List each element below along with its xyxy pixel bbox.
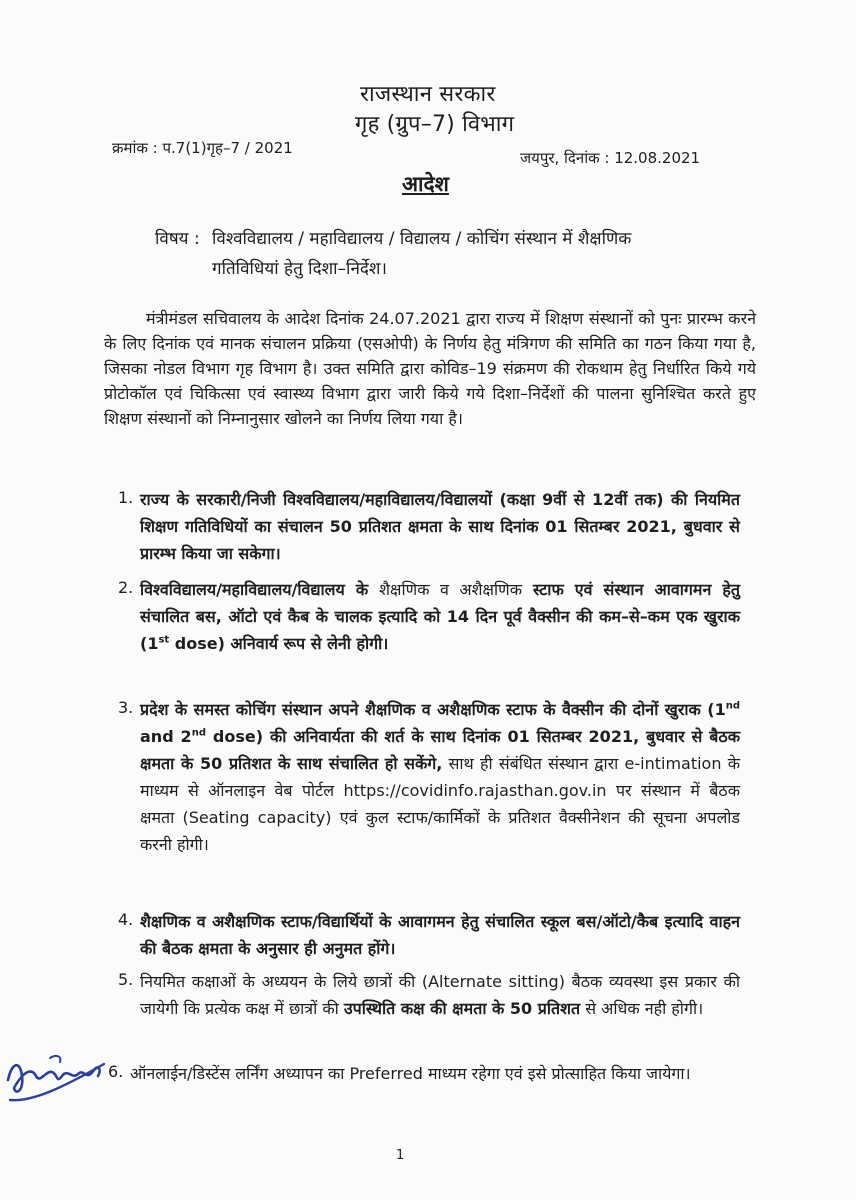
item-5-part-b: उपस्थिति कक्ष की क्षमता के 50 प्रतिशत bbox=[343, 999, 581, 1018]
item-4-text: शैक्षणिक व अशैक्षणिक स्टाफ/विद्यार्थियों के आवागमन हेतु संचालित स्कूल बस/ऑटो/कैब इत्यादि वाहन की बैठक क्षमता के अनुसार ही अनुमत होंगे। bbox=[140, 912, 740, 958]
item-2-part-c: स्टाफ एवं संस्थान आवागमन हेतु संचालित बस, ऑटो एवं कैब के चालक इत्यादि को 14 दिन पूर्व वैक्सीन की कम–से–कम एक खुराक (1 bbox=[140, 580, 740, 653]
item-5-part-c: से अधिक नही होगी। bbox=[580, 999, 704, 1018]
item-3-sup-1: nd bbox=[725, 700, 740, 712]
item-5-part-a: नियमित कक्षाओं के अध्ययन के लिये छात्रों की (Alternate sitting) बैठक व्यवस्था इस प्रकार की जायेगी कि प्रत्येक कक्ष में छात्रों की bbox=[140, 972, 740, 1018]
item-4-number: 4. bbox=[118, 910, 134, 929]
item-3-sup-2: nd bbox=[191, 727, 206, 739]
item-3-part-b: and 2 bbox=[140, 727, 192, 746]
item-3-text bbox=[140, 696, 740, 858]
subject-label: विषय : bbox=[155, 229, 200, 249]
item-5-number: 5. bbox=[118, 970, 134, 989]
intro-paragraph: मंत्रीमंडल सचिवालय के आदेश दिनांक 24.07.2021 द्वारा राज्य में शिक्षण संस्थानों को पुनः प्रारम्भ करने के लिए दिनांक एवं मानक संचालन प्रक्रिया (एसओपी) के निर्णय हेतु मंत्रिगण की समिति का गठन किया गया है, जिसका नोडल विभाग गृह विभाग है। उक्त समिति द्वारा कोविड–19 संक्रमण की रोकथाम हेतु निर्धारित किये गये प्रोटोकॉल एवं चिकित्सा एवं स्वास्थ्य विभाग द्वारा जारी किये गये दिशा–निर्देशों की पालना सुनिश्चित करते हुए शिक्षण संस्थानों को निम्नानुसार खोलने का निर्णय लिया गया है। bbox=[104, 309, 756, 428]
govt-name: राजस्थान सरकार bbox=[360, 82, 496, 107]
item-3-part-a: प्रदेश के समस्त कोचिंग संस्थान अपने शैक्षणिक व अशैक्षणिक स्टाफ के वैक्सीन की दोनों खुराक (1 bbox=[140, 700, 726, 719]
item-3-part-d: साथ ही संबंधित संस्थान द्वारा e-intimation के माध्यम से ऑनलाइन वेब पोर्टल https://covidinfo.rajasthan.gov.in पर संस्थान में बैठक क्षमता (Seating capacity) एवं कुल स्टाफ/कार्मिकों के प्रतिशत वैक्सीनेशन की सूचना अपलोड करनी होगी। bbox=[140, 754, 740, 854]
place-date: जयपुर, दिनांक : 12.08.2021 bbox=[520, 149, 701, 167]
subject-line-1: विश्वविद्यालय / महाविद्यालय / विद्यालय / कोचिंग संस्थान में शैक्षणिक bbox=[212, 229, 632, 249]
item-1-number: 1. bbox=[118, 488, 134, 507]
page-number: 1 bbox=[396, 1148, 405, 1163]
item-2-text bbox=[140, 576, 740, 657]
signature-initials bbox=[2, 1040, 112, 1120]
item-5-text bbox=[140, 968, 740, 1022]
order-title: आदेश bbox=[402, 172, 449, 196]
item-2-part-b: शैक्षणिक व अशैक्षणिक bbox=[379, 580, 522, 599]
item-1-text: राज्य के सरकारी/निजी विश्वविद्यालय/महाविद्यालय/विद्यालयों (कक्षा 9वीं से 12वीं तक) की नियमित शिक्षण गतिविधियों का संचालन 50 प्रतिशत क्षमता के साथ दिनांक 01 सितम्बर 2021, बुधवार से प्रारम्भ किया जा सकेगा। bbox=[140, 490, 740, 563]
item-3-number: 3. bbox=[118, 698, 134, 717]
subject-line-2: गतिविधियां हेतु दिशा–निर्देश। bbox=[212, 259, 387, 279]
item-2-sup: st bbox=[158, 634, 170, 646]
reference-number: क्रमांक : प.7(1)गृह–7 / 2021 bbox=[112, 139, 293, 157]
item-6-text: ऑनलाईन/डिस्टेंस लर्निंग अध्यापन का Preferred माध्यम रहेगा एवं इसे प्रोत्साहित किया जायेगा। bbox=[130, 1064, 691, 1083]
item-2-part-d: dose) अनिवार्य रूप से लेनी होगी। bbox=[169, 634, 389, 653]
item-2-number: 2. bbox=[118, 578, 134, 597]
department-name: गृह (ग्रुप–7) विभाग bbox=[355, 112, 515, 137]
item-3-part-c: dose) की अनिवार्यता की शर्त के साथ दिनांक 01 सितम्बर 2021, बुधवार से बैठक क्षमता के 50 प्रतिशत के साथ संचालित हो सकेंगे, bbox=[140, 727, 741, 773]
item-6-number: 6. bbox=[108, 1062, 124, 1081]
item-2-part-a: विश्वविद्यालय/महाविद्यालय/विद्यालय के bbox=[140, 580, 380, 599]
